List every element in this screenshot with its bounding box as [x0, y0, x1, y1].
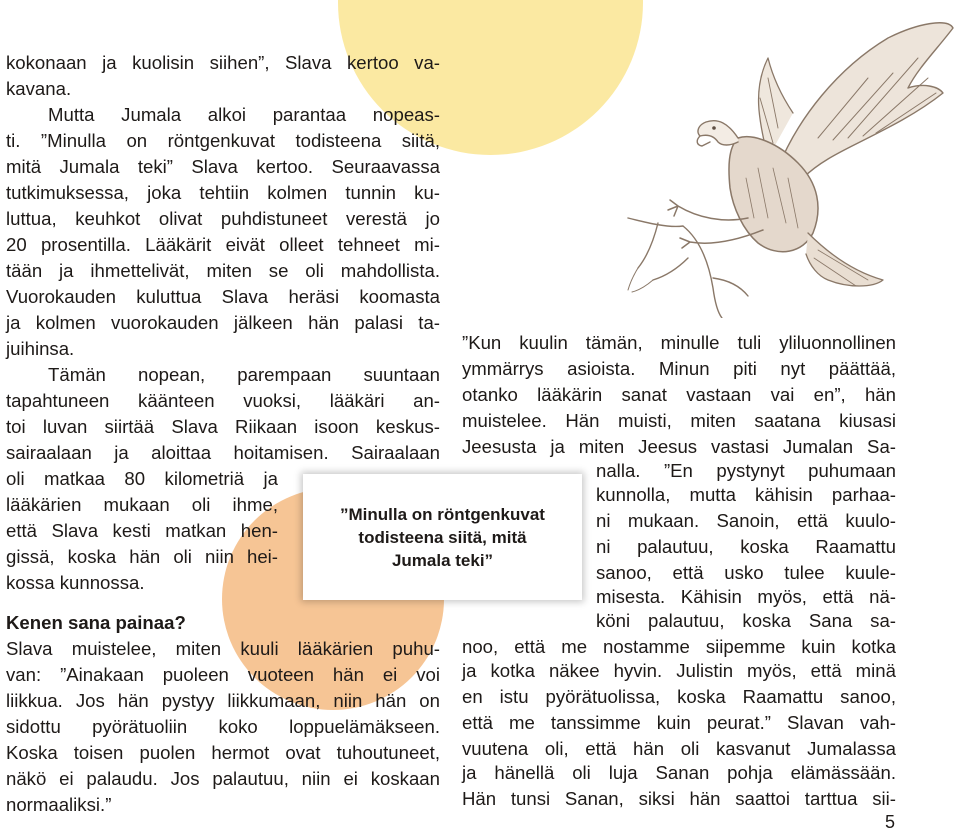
body-text-line: ja kolmen vuorokauden jälkeen hän palasi ta- [6, 312, 440, 333]
body-text-line: sidottu pyörätuoliin koko loppuelämäkseen. [6, 716, 440, 737]
body-text-line: että me tanssimme kuin peurat.” Slavan vah- [462, 712, 896, 733]
body-text-line: misesta. Kähisin myös, että nä- [596, 586, 896, 607]
body-text-line: muistelee. Hän muisti, miten saatana kiusasi [462, 410, 896, 431]
body-text-line: oli matkaa 80 kilometriä ja [6, 468, 278, 489]
body-text-line: ja hänellä oli luja Sanan pohja elämässään. [462, 762, 896, 783]
body-text-line: 20 prosentilla. Lääkärit eivät olleet tehneet mi- [6, 234, 440, 255]
body-text-line: van: ”Ainakaan puoleen vuoteen hän ei voi [6, 664, 440, 685]
body-text-line: vuutena oli, että hän oli kasvanut Jumalassa [462, 738, 896, 759]
body-text-line: ni mukaan. Sanoin, että kuulo- [596, 510, 896, 531]
body-text-line: kunnolla, mutta kähisin parhaa- [596, 484, 896, 505]
body-text-line: sairaalaan ja aloittaa hoitamisen. Sairaalaan [6, 442, 440, 463]
body-text-line: tutkimuksessa, joka tehtiin kolmen tunnin ku- [6, 182, 440, 203]
page-number: 5 [885, 812, 896, 832]
body-text-line: Slava muistelee, miten kuuli lääkärien puhu- [6, 638, 440, 659]
body-text-line: nalla. ”En pystynyt puhumaan [596, 460, 896, 481]
body-text-line: Vuorokauden kuluttua Slava heräsi koomasta [6, 286, 440, 307]
body-text-line: että Slava kesti matkan hen- [6, 520, 278, 541]
body-text-line: lääkärien mukaan oli ihme, [6, 494, 278, 515]
body-text-line: juihinsa. [6, 338, 75, 359]
section-heading: Kenen sana painaa? [6, 612, 186, 633]
body-text-line: tään ja ihmettelivät, miten se oli mahdollista. [6, 260, 440, 281]
body-text-line: toi luvan siirtää Slava Riikaan isoon keskus- [6, 416, 440, 437]
body-text-line: ymmärrys asioista. Minun piti nyt päättää, [462, 358, 896, 379]
pull-quote-box [303, 474, 582, 600]
pull-quote-line: ”Minulla on röntgenkuvat [340, 504, 545, 524]
body-text-line: Tämän nopean, parempaan suuntaan [48, 364, 440, 385]
body-text-line: ja kotka näkee hyvin. Julistin myös, että minä [462, 660, 896, 681]
eagle-illustration [618, 18, 958, 318]
body-text-line: köni palautuu, koska Sana sa- [596, 610, 896, 631]
body-text-line: sanoo, että usko tulee kuule- [596, 562, 896, 583]
body-text-line: Hän tunsi Sanan, siksi hän saattoi tarttua sii- [462, 788, 896, 809]
body-text-line: ni palautuu, koska Raamattu [596, 536, 896, 557]
body-text-line: en istu pyörätuolissa, koska Raamattu sanoo, [462, 686, 896, 707]
body-text-line: Jeesusta ja miten Jeesus vastasi Jumalan Sa- [462, 436, 896, 457]
body-text-line: kavana. [6, 78, 72, 99]
body-text-line: noo, että me nostamme siipemme kuin kotka [462, 636, 896, 657]
body-text-line: luttua, keuhkot olivat puhdistuneet verestä jo [6, 208, 440, 229]
body-text-line: mitä Jumala teki” Slava kertoo. Seuraavassa [6, 156, 440, 177]
body-text-line: kossa kunnossa. [6, 572, 145, 593]
body-text-line: näkö ei palaudu. Jos palautuu, niin ei koskaan [6, 768, 440, 789]
body-text-line: ”Kun kuulin tämän, minulle tuli yliluonnollinen [462, 332, 896, 353]
body-text-line: Koska toisen puolen hermot ovat tuhoutuneet, [6, 742, 440, 763]
pull-quote-line: todisteena siitä, mitä [358, 527, 527, 547]
body-text-line: ti. ”Minulla on röntgenkuvat todisteena siitä, [6, 130, 440, 151]
body-text-line: otanko lääkärin sanat vastaan vai en”, hän [462, 384, 896, 405]
body-text-line: kokonaan ja kuolisin siihen”, Slava kertoo va- [6, 52, 440, 73]
body-text-line: liikkua. Jos hän pystyy liikkumaan, niin hän on [6, 690, 440, 711]
body-text-line: gissä, koska hän oli niin hei- [6, 546, 278, 567]
body-text-line: normaaliksi.” [6, 794, 112, 815]
body-text-line: tapahtuneen käänteen vuoksi, lääkäri an- [6, 390, 440, 411]
body-text-line: Mutta Jumala alkoi parantaa nopeas- [48, 104, 440, 125]
pull-quote-line: Jumala teki” [391, 550, 494, 570]
